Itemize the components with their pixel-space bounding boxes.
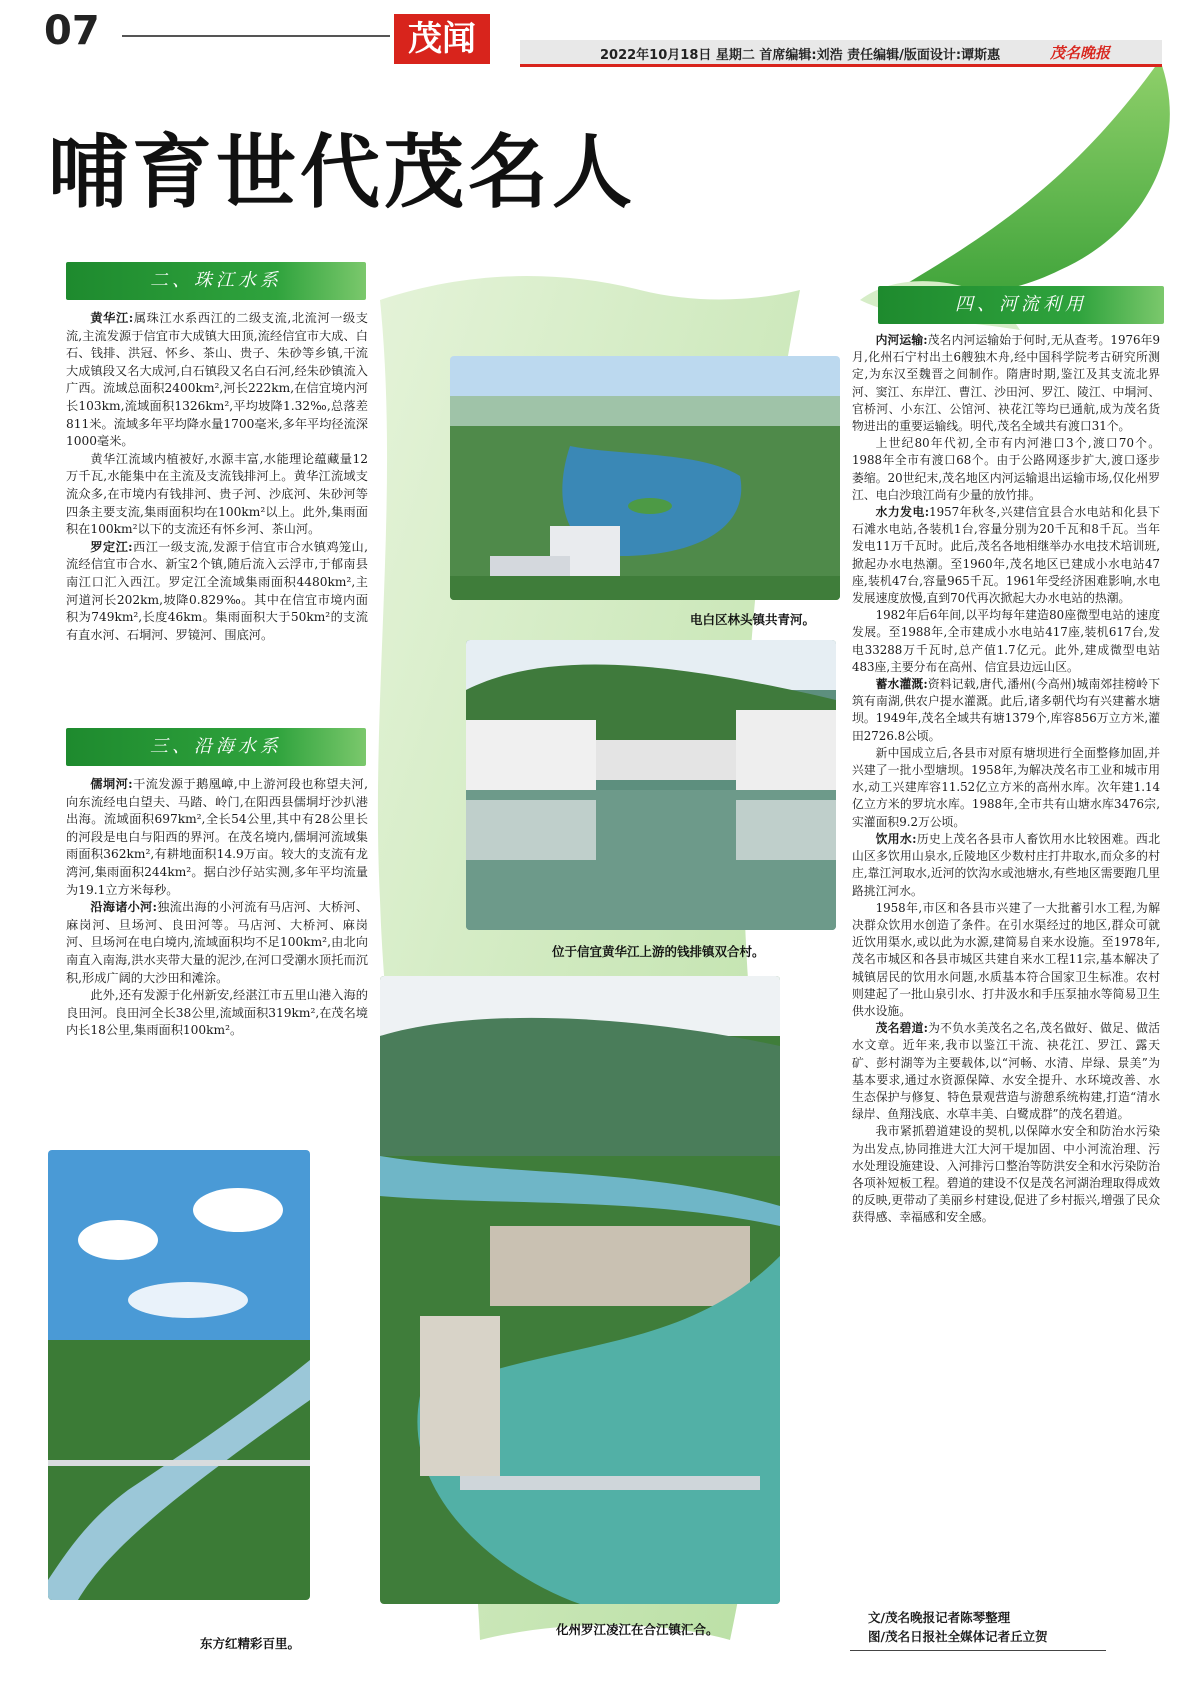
paragraph <box>66 899 368 987</box>
paragraph <box>66 776 368 899</box>
photo-caption-4: 东方红精彩百里。 <box>200 1636 301 1651</box>
paragraph-lead: 饮用水: <box>875 831 917 846</box>
byline <box>868 1608 1048 1646</box>
paragraph-lead: 黄华江: <box>90 311 134 325</box>
paragraph-body: 历史上茂名各县市人畜饮用水比较困难。西北山区多饮用山泉水,丘陵地区少数村庄打井取水,而众多的村庄,靠江河取水,近河的饮沟水或池塘水,有些地区需要跑几里路挑江河水。 <box>852 831 1160 898</box>
paragraph <box>852 676 1160 745</box>
paragraph <box>852 1123 1160 1226</box>
page-number: 07 <box>44 8 100 54</box>
paragraph <box>852 831 1160 900</box>
paragraph-body: 我市紧抓碧道建设的契机,以保障水安全和防治水污染为出发点,协同推进大江大河干堤加固、中小河流治理、污水处理设施建设、入河排污口整治等防洪安全和水污染防治各项补短板工程。碧道的建设不仅是茂名河湖治理取得成效的反映,更带动了美丽乡村建设,促进了乡村振兴,增强了民众获得感、幸福感和安全感。 <box>852 1124 1160 1225</box>
photo-dongfanghong-park <box>48 1150 310 1600</box>
paragraph-body: 1958年,市区和各县市兴建了一大批蓄引水工程,为解决群众饮用水创造了条件。在引水渠经过的地区,群众可就近饮用渠水,或以此为水源,建简易自来水设施。至1978年,茂名市城区和各县市城区共建自来水工程11宗,基本解决了城镇居民的饮用水问题,水质基本符合国家卫生标准。农村则建起了一批山泉引水、打井汲水和手压泵抽水等简易卫生供水设施。 <box>852 900 1160 1018</box>
paragraph-body: 资料记载,唐代,潘州(今高州)城南郊挂榜岭下筑有南湖,供农户提水灌溉。此后,诸多朝代均有兴建蓄水塘坝。1949年,茂名全域共有塘1379个,库容856万立方米,灌田2726.8公顷。 <box>852 677 1160 743</box>
header-rule <box>122 35 390 37</box>
paragraph-body: 上世纪80年代初,全市有内河港口3个,渡口70个。1988年全市有渡口68个。由于公路网逐步扩大,渡口逐步萎缩。20世纪末,茂名地区内河运输退出运输市场,仅化州罗江、电白沙琅江尚有少量的放竹排。 <box>852 436 1160 502</box>
paragraph <box>852 900 1160 1020</box>
paragraph <box>66 310 368 451</box>
paragraph-body: 独流出海的小河流有马店河、大桥河、麻岗河、旦场河、良田河等。马店河、大桥河、麻岗河、旦场河在电白境内,流域面积均不足100km²,由北向南直入南海,洪水夹带大量的泥沙,在河口受潮水顶托而沉积,形成广阔的大沙田和滩涂。 <box>66 900 369 985</box>
byline-writer: 文/茂名晚报记者陈琴整理 <box>868 1610 1011 1625</box>
paragraph <box>66 451 368 539</box>
section-banner-coastal: 三、沿海水系 <box>66 728 366 766</box>
paragraph-lead: 罗定江: <box>90 539 133 554</box>
masthead-logo: 茂名晚报 <box>1050 44 1111 62</box>
paragraph <box>852 745 1160 831</box>
photo-caption-1: 电白区林头镇共青河。 <box>690 612 816 627</box>
section-text-coastal <box>66 776 368 1040</box>
photo-gongqing-river <box>450 356 840 600</box>
section-banner-pearl: 二、珠江水系 <box>66 262 366 300</box>
paragraph-lead: 茂名碧道: <box>875 1021 928 1036</box>
section-banner-river-use: 四、河流利用 <box>878 286 1164 324</box>
paragraph-lead: 内河运输: <box>875 333 928 347</box>
paragraph <box>852 332 1160 435</box>
paragraph-body: 为不负水美茂名之名,茂名做好、做足、做活水文章。近年来,我市以鉴江干流、袂花江、罗江、露天矿、彭村湖等为主要载体,以“河畅、水清、岸绿、景美”为基本要求,通过水资源保障、水安全提升、水环境改善、水生态保护与修复、特色景观营造与游憩系统构建,打造“清水绿岸、鱼翔浅底、水草丰美、白鹭成群”的茂名碧道。 <box>852 1021 1160 1122</box>
section-text-pearl <box>66 310 368 644</box>
paragraph-lead: 蓄水灌溉: <box>875 677 928 692</box>
paragraph-body: 干流发源于鹅凰嶂,中上游河段也称望夫河,向东流经电白望夫、马踏、岭门,在阳西县儒垌圩沙扒港出海。流域面积697km²,全长54公里,其中有28公里长的河段是电白与阳西的界河。在茂名境内,儒垌河流域集雨面积362km²,有耕地面积14.9万亩。较大的支流有龙湾河,集雨面积244km²。据白沙仔站实测,多年平均流量为19.1立方米每秒。 <box>66 777 369 897</box>
section-badge: 茂闻 <box>394 14 490 64</box>
photo-caption-2: 位于信宜黄华江上游的钱排镇双合村。 <box>552 944 765 959</box>
paragraph-lead: 儒垌河: <box>90 777 133 791</box>
photo-hejiang-confluence <box>380 976 780 1604</box>
date-line: 2022年10月18日 星期二 首席编辑:刘浩 责任编辑/版面设计:谭斯惠 <box>600 48 1001 63</box>
leaf-shape <box>880 60 1170 300</box>
byline-rule <box>850 1650 1106 1651</box>
paragraph-body: 西江一级支流,发源于信宜市合水镇鸡笼山,流经信宜市合水、新宝2个镇,随后流入云浮市,于郁南县南江口汇入西江。罗定江全流域集雨面积4480km²,主河道河长202km,坡降0.829‰。其中在信宜市境内面积为749km²,长度46km。集雨面积大于50km²的支流有直水河、石垌河、罗镜河、围底河。 <box>66 539 369 642</box>
section-text-river-use <box>852 332 1160 1227</box>
paragraph-body: 黄华江流域内植被好,水源丰富,水能理论蕴藏量12万千瓦,水能集中在主流及支流钱排河上。黄华江流域支流众多,在市境内有钱排河、贵子河、沙底河、朱砂河等四条主要支流,集雨面积均在100km²以上。此外,集雨面积在100km²以下的支流还有怀乡河、茶山河。 <box>66 451 368 537</box>
paragraph <box>852 504 1160 607</box>
photo-caption-3: 化州罗江凌江在合江镇汇合。 <box>556 1622 719 1637</box>
paragraph <box>66 987 368 1040</box>
paragraph-body: 此外,还有发源于化州新安,经湛江市五里山港入海的良田河。良田河全长38公里,流域面积319km²,在茂名境内长18公里,集雨面积100km²。 <box>66 988 368 1038</box>
paragraph <box>852 607 1160 676</box>
paragraph-body: 属珠江水系西江的二级支流,北流河一级支流,主流发源于信宜市大成镇大田顶,流经信宜市大成、白石、钱排、洪冠、怀乡、茶山、贵子、朱砂等乡镇,干流大成镇段又名大成河,白石镇段又名白石河,经朱砂镇流入广西。流域总面积2400km²,河长222km,在信宜境内河长103km,流域面积1326km²,平均坡降1.32‰,总落差811米。流域多年平均降水量1700毫米,多年平均径流深1000毫米。 <box>66 311 368 449</box>
paragraph-lead: 水力发电: <box>875 505 930 520</box>
paragraph <box>852 435 1160 504</box>
paragraph <box>66 539 368 645</box>
paragraph-lead: 沿海诸小河: <box>90 900 157 915</box>
byline-photographer: 图/茂名日报社全媒体记者丘立贺 <box>868 1629 1048 1644</box>
photo-shuanghe-village <box>466 640 836 930</box>
page-headline: 哺育世代茂名人 <box>48 126 636 219</box>
paragraph-body: 茂名内河运输始于何时,无从查考。1976年9月,化州石宁村出土6艘独木舟,经中国科学院考古研究所测定,为东汉至魏晋之间制作。隋唐时期,鉴江及其支流北界河、窦江、东岸江、曹江、沙田河、罗江、陵江、中垌河、官桥河、小东江、公馆河、袂花江等均已通航,成为茂名货物进出的重要运输线。明代,茂名全域共有渡口31个。 <box>852 333 1161 434</box>
paragraph-body: 新中国成立后,各县市对原有塘坝进行全面整修加固,并兴建了一批小型塘坝。1958年,为解决茂名市工业和城市用水,动工兴建库容11.52亿立方米的高州水库。次年建1.14亿立方米的罗坑水库。1988年,全市共有山塘水库3476宗,实灌面积9.2万公顷。 <box>852 745 1160 829</box>
paragraph-body: 1957年秋冬,兴建信宜县合水电站和化县下石滩水电站,各装机1台,容量分别为20千瓦和8千瓦。当年发电11万千瓦时。此后,茂名各地相继举办水电技术培训班,掀起办水电热潮。至1960年,茂名地区已建成小水电站47座,装机47台,容量965千瓦。1961年受经济困难影响,水电发展速度放慢,直到70代再次掀起大办水电站的热潮。 <box>852 505 1160 606</box>
paragraph-body: 1982年后6年间,以平均每年建造80座微型电站的速度发展。至1988年,全市建成小水电站417座,装机617台,发电33288万千瓦时,总产值1.7亿元。此外,建成微型电站483座,主要分布在高州、信宜县边远山区。 <box>852 608 1160 674</box>
paragraph <box>852 1020 1160 1123</box>
